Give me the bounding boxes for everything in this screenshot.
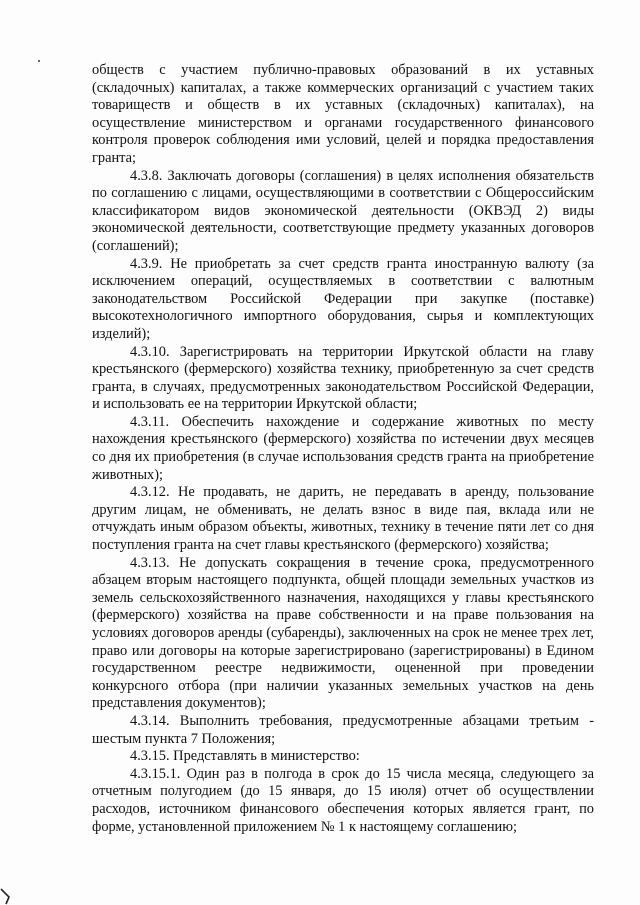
scan-speck bbox=[38, 60, 40, 62]
paragraph-4-3-12: 4.3.12. Не продавать, не дарить, не передавать в аренду, пользование другим лицам, не обменивать, не делать взнос в виде пая, вклада или не отчуждать иным образом объекты, животных, технику в течение пяти лет со дня поступления гранта на счет главы крестьянского (фермерского) хозяйства; bbox=[92, 484, 594, 554]
paragraph-4-3-13: 4.3.13. Не допускать сокращения в течение срока, предусмотренного абзацем вторым настоящего подпункта, общей площади земельных участков из земель сельскохозяйственного назначения, находящихся у главы крестьянского (фермерского) хозяйства на праве собственности и на праве пользования на условиях договоров аренды (субаренды), заключенных на срок не менее трех лет, право или договоры на которые зарегистрировано (зарегистрированы) в Едином государственном реестре недвижимости, оцененной при проведении конкурсного отбора (при наличии указанных земельных участков на день представления документов); bbox=[92, 554, 594, 712]
document-body bbox=[92, 62, 594, 836]
paragraph-4-3-14: 4.3.14. Выполнить требования, предусмотренные абзацами третьим - шестым пункта 7 Положения; bbox=[92, 712, 594, 747]
paragraph-4-3-8: 4.3.8. Заключать договоры (соглашения) в целях исполнения обязательств по соглашению с лицами, осуществляющими в соответствии с Общероссийским классификатором видов экономической деятельности (ОКВЭД 2) виды экономической деятельности, соответствующие предмету указанных договоров (соглашений); bbox=[92, 167, 594, 254]
paragraph-4-3-15-1: 4.3.15.1. Один раз в полгода в срок до 15 числа месяца, следующего за отчетным полугодием (до 15 января, до 15 июля) отчет об осуществлении расходов, источником финансового обеспечения которых является грант, по форме, установленной приложением № 1 к настоящему соглашению; bbox=[92, 765, 594, 835]
paragraph-4-3-9: 4.3.9. Не приобретать за счет средств гранта иностранную валюту (за исключением операций, осуществляемых в соответствии с валютным законодательством Российской Федерации при закупке (поставке) высокотехнологичного импортного оборудования, сырья и комплектующих изделий); bbox=[92, 255, 594, 342]
paragraph-4-3-11: 4.3.11. Обеспечить нахождение и содержание животных по месту нахождения крестьянского (фермерского) хозяйства по истечении двух месяцев со дня их приобретения (в случае использования средств гранта на приобретение животных); bbox=[92, 413, 594, 483]
paragraph-4-3-10: 4.3.10. Зарегистрировать на территории Иркутской области на главу крестьянского (фермерского) хозяйства технику, приобретенную за счет средств гранта, в случаях, предусмотренных законодательством Российской Федерации, и использовать ее на территории Иркутской области; bbox=[92, 343, 594, 413]
scan-corner-mark bbox=[0, 883, 18, 905]
paragraph-4-3-15: 4.3.15. Представлять в министерство: bbox=[130, 748, 360, 765]
paragraph-continuation: обществ с участием публично-правовых образований в их уставных (складочных) капиталах, а также коммерческих организаций с участием таких товариществ и обществ в их уставных (складочных) капиталах), на осуществление министерством и органами государственного финансового контроля проверок соблюдения ими условий, целей и порядка предоставления гранта; bbox=[92, 62, 594, 166]
